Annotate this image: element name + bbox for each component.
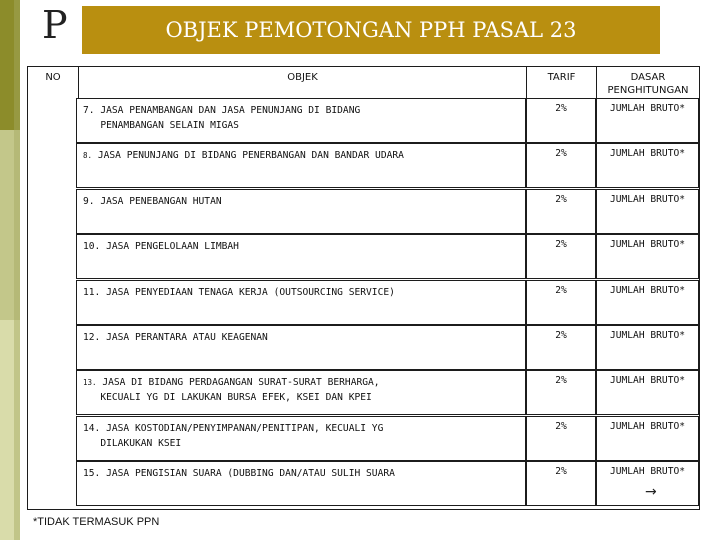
cell-tarif (526, 370, 596, 415)
dasar-value: JUMLAH BRUTO* (609, 421, 686, 432)
item-number: 11. (83, 287, 101, 298)
dasar-value: JUMLAH BRUTO* (609, 239, 686, 250)
header-dasar: DASAR PENGHITUNGAN (596, 67, 699, 98)
item-number: 10. (83, 241, 101, 252)
cell-tarif (526, 280, 596, 325)
tarif-value: 2% (555, 194, 567, 205)
cell-dasar (596, 234, 699, 279)
decorative-sidebar (0, 0, 20, 540)
item-line-2-indent (83, 392, 100, 403)
item-number: 8. (83, 151, 93, 160)
objek-text (83, 421, 383, 451)
cell-tarif (526, 189, 596, 234)
tarif-value: 2% (555, 466, 567, 477)
table-row (28, 461, 699, 506)
dasar-value: JUMLAH BRUTO* (609, 375, 686, 386)
objek-table (27, 66, 700, 510)
header-no: NO (45, 72, 61, 83)
cell-objek (76, 461, 526, 506)
dasar-value: JUMLAH BRUTO* (609, 103, 686, 114)
table-row (28, 189, 699, 234)
item-line-2-indent (83, 120, 100, 131)
cell-objek (76, 189, 526, 234)
header-objek: OBJEK (78, 67, 526, 98)
cell-dasar (596, 98, 699, 143)
item-line-2-indent (83, 438, 100, 449)
cell-dasar (596, 416, 699, 461)
tarif-value: 2% (555, 148, 567, 159)
dasar-value: JUMLAH BRUTO* (609, 148, 686, 159)
cell-tarif (526, 325, 596, 370)
objek-text (83, 330, 268, 345)
sidebar-edge-stripe (14, 0, 20, 540)
tarif-value: 2% (555, 239, 567, 250)
cell-dasar (596, 280, 699, 325)
item-number: 12. (83, 332, 101, 343)
item-number: 7. (83, 105, 95, 116)
tarif-value: 2% (555, 375, 567, 386)
cell-tarif (526, 416, 596, 461)
cell-dasar (596, 370, 699, 415)
table-row (28, 234, 699, 279)
tarif-value: 2% (555, 330, 567, 341)
item-number: 15. (83, 468, 101, 479)
item-number: 13. (83, 378, 97, 387)
cell-objek (76, 234, 526, 279)
dasar-value: JUMLAH BRUTO* (609, 285, 686, 296)
cell-dasar (596, 143, 699, 188)
cell-objek (76, 325, 526, 370)
cell-objek (76, 143, 526, 188)
objek-text (83, 466, 395, 481)
cell-tarif (526, 98, 596, 143)
objek-text (83, 103, 360, 133)
arrow-right-icon[interactable]: → (645, 484, 657, 500)
item-line-1-text: JASA PENGELOLAAN LIMBAH (106, 241, 239, 252)
objek-text (83, 285, 395, 300)
title-banner (82, 6, 660, 54)
item-line-1-text: JASA PENUNJANG DI BIDANG PENERBANGAN DAN BANDAR UDARA (97, 150, 404, 161)
table-row (28, 416, 699, 461)
objek-text (83, 239, 239, 254)
cell-dasar (596, 325, 699, 370)
title-letter: P (42, 3, 68, 47)
item-line-1-text: JASA DI BIDANG PERDAGANGAN SURAT-SURAT BERHARGA, (102, 377, 380, 388)
cell-tarif (526, 143, 596, 188)
table-row (28, 98, 699, 143)
page-title: OBJEK PEMOTONGAN PPH PASAL 23 (165, 18, 577, 42)
table-header (28, 67, 699, 98)
dasar-value: JUMLAH BRUTO* (609, 466, 686, 477)
tarif-value: 2% (555, 103, 567, 114)
item-line-2-text: PENAMBANGAN SELAIN MIGAS (100, 120, 239, 131)
item-number: 14. (83, 423, 101, 434)
cell-tarif (526, 234, 596, 279)
tarif-value: 2% (555, 421, 567, 432)
objek-text (83, 194, 222, 209)
item-line-2-text: DILAKUKAN KSEI (100, 438, 182, 449)
item-line-1-text: JASA PERANTARA ATAU KEAGENAN (106, 332, 268, 343)
item-line-1-text: JASA PENEBANGAN HUTAN (100, 196, 222, 207)
item-line-1-text: JASA PENGISIAN SUARA (DUBBING DAN/ATAU SULIH SUARA (106, 468, 395, 479)
item-line-1-text: JASA PENAMBANGAN DAN JASA PENUNJANG DI BIDANG (100, 105, 361, 116)
item-line-1-text: JASA PENYEDIAAN TENAGA KERJA (OUTSOURCING SERVICE) (106, 287, 395, 298)
tarif-value: 2% (555, 285, 567, 296)
dasar-value: JUMLAH BRUTO* (609, 194, 686, 205)
table-row (28, 280, 699, 325)
cell-objek (76, 280, 526, 325)
cell-objek (76, 416, 526, 461)
objek-text (83, 148, 404, 163)
table-row (28, 143, 699, 188)
dasar-value: JUMLAH BRUTO* (609, 330, 686, 341)
cell-dasar (596, 189, 699, 234)
objek-text (83, 375, 380, 405)
footnote: *TIDAK TERMASUK PPN (33, 516, 160, 528)
cell-objek (76, 98, 526, 143)
item-number: 9. (83, 196, 95, 207)
header-tarif: TARIF (526, 67, 596, 98)
table-row (28, 370, 699, 415)
item-line-1-text: JASA KOSTODIAN/PENYIMPANAN/PENITIPAN, KECUALI YG (106, 423, 384, 434)
table-row (28, 325, 699, 370)
cell-objek (76, 370, 526, 415)
item-line-2-text: KECUALI YG DI LAKUKAN BURSA EFEK, KSEI DAN KPEI (100, 392, 372, 403)
cell-tarif (526, 461, 596, 506)
